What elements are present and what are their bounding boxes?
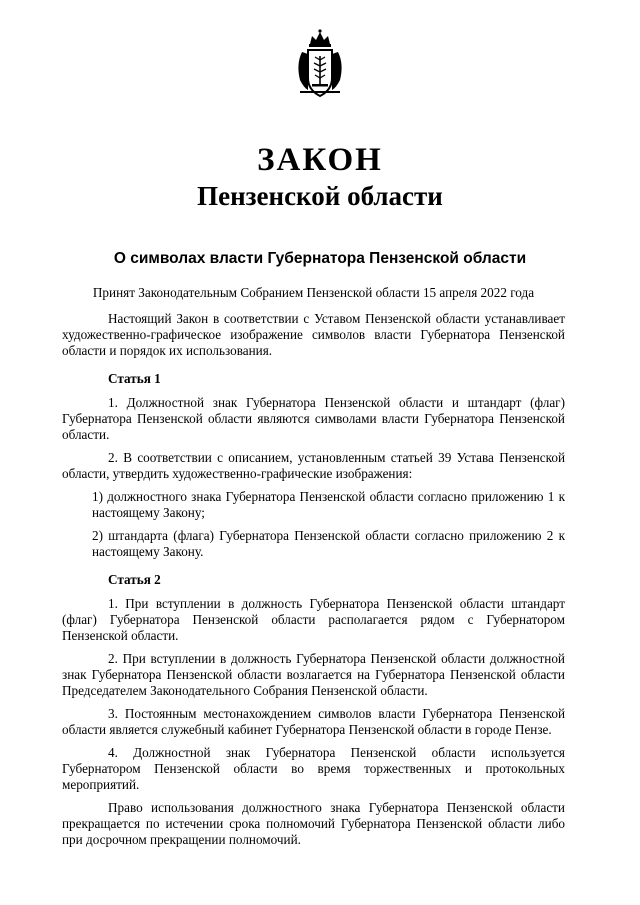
article-2-paragraph-5: Право использования должностного знака Губернатора Пензенской области прекращается по истечении срока полномочий Губернатора Пензенской области либо при досрочном прекращении полномочий. [62,800,565,847]
article-1-item-2: 2) штандарта (флага) Губернатора Пензенской области согласно приложению 2 к настоящему Закону. [92,528,565,559]
document-title: ЗАКОН [257,142,383,178]
article-1-item-1: 1) должностного знака Губернатора Пензенской области согласно приложению 1 к настоящему Закону; [92,489,565,520]
adoption-note: Принят Законодательным Собранием Пензенской области 15 апреля 2022 года [92,285,535,300]
coat-of-arms-icon [292,28,348,100]
article-1-paragraph-1: 1. Должностной знак Губернатора Пензенской области и штандарт (флаг) Губернатора Пензенской области являются символами власти Губернатора Пензенской области. [62,395,565,442]
article-2-paragraph-1: 1. При вступлении в должность Губернатора Пензенской области штандарт (флаг) Губернатора Пензенской области располагается рядом с Губернатором Пензенской области. [62,596,565,643]
article-1-heading: Статья 1 [108,371,161,386]
law-subject: О символах власти Губернатора Пензенской области [113,250,527,267]
article-2-paragraph-3: 3. Постоянным местонахождением символов власти Губернатора Пензенской области является служебный кабинет Губернатора Пензенской области в городе Пензе. [62,706,565,737]
article-2-paragraph-4: 4. Должностной знак Губернатора Пензенской области используется Губернатором Пензенской области во время торжественных и протокольных мероприятий. [62,745,565,792]
article-2-heading: Статья 2 [108,572,161,587]
intro-paragraph: Настоящий Закон в соответствии с Уставом Пензенской области устанавливает художественно-графическое изображение символов власти Губернатора Пензенской области и порядок их использования. [62,311,565,358]
article-1-paragraph-2: 2. В соответствии с описанием, установленным статьей 39 Устава Пензенской области, утвердить художественно-графические изображения: [62,450,565,481]
article-2-paragraph-2: 2. При вступлении в должность Губернатора Пензенской области должностной знак Губернатора Пензенской области возлагается на Губернатора Пензенской области Председателем Законодательного Собрания Пензенской области. [62,651,565,698]
document-body [62,285,565,855]
document-region: Пензенской области [197,181,443,211]
